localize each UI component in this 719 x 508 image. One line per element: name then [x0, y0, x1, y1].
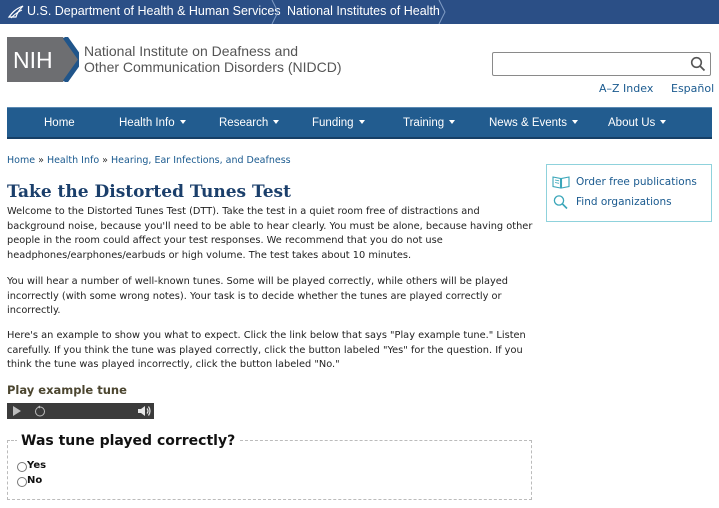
example-instructions-paragraph: Here's an example to show you what to expect. Click the link below that says "Play example tune." Listen carefully. If you think the tune was played correctly, click the button labeled "Yes" for the question. If you think the tune was played incorrectly, click the button labeled "No.": [7, 330, 526, 371]
nav-item-training[interactable]: Training: [403, 117, 455, 129]
hhs-link[interactable]: U.S. Department of Health & Human Services: [27, 4, 281, 18]
nav-item-funding[interactable]: Funding: [312, 117, 365, 129]
breadcrumb-home[interactable]: Home: [7, 155, 36, 166]
breadcrumb-separator: »: [102, 155, 108, 166]
page-title: Take the Distorted Tunes Test: [7, 182, 291, 202]
sidebar-links-box: [546, 164, 712, 222]
breadcrumb: [7, 155, 291, 166]
radio-yes[interactable]: [17, 462, 27, 472]
breadcrumb-current[interactable]: Hearing, Ear Infections, and Deafness: [111, 155, 291, 166]
search-icon[interactable]: [690, 56, 706, 72]
nav-item-research[interactable]: Research: [219, 117, 279, 129]
hhs-top-bar: [0, 0, 719, 24]
chevron-separator-icon: [270, 0, 280, 24]
sidebar-item-label: Order free publications: [576, 176, 697, 188]
nav-item-about-us[interactable]: About Us: [608, 117, 666, 129]
institute-name-line1: National Institute on Deafness and: [84, 43, 299, 59]
caret-down-icon: [572, 120, 578, 124]
sidebar-item-order-publications[interactable]: [552, 174, 710, 192]
nav-item-health-info[interactable]: Health Info: [119, 117, 186, 129]
audio-player: [7, 403, 154, 419]
task-paragraph: You will hear a number of well-known tunes. Some will be played correctly, while others will be played incorrectly (with some wrong notes). Your task is to decide whether the tunes are played correctly or incorrectly.: [7, 276, 509, 317]
main-nav: [7, 107, 712, 139]
caret-down-icon: [449, 120, 455, 124]
question-legend: Was tune played correctly?: [17, 433, 240, 449]
breadcrumb-separator: »: [38, 155, 44, 166]
skip-back-icon[interactable]: [34, 405, 46, 417]
hhs-eagle-icon: [7, 4, 25, 20]
sidebar-item-label: Find organizations: [576, 196, 672, 208]
magnifier-icon: [552, 194, 570, 210]
search-box: [492, 52, 711, 76]
intro-paragraph: Welcome to the Distorted Tunes Test (DTT). Take the test in a quiet room free of distractions and background noise, because you'll need to be able to hear clearly. You must be alone, because having other people in the room could affect your test responses. We recommend that you do not use headphones/earphones/earbuds or high volume. The test takes about 10 minutes.: [7, 206, 533, 262]
radio-yes-label[interactable]: Yes: [27, 460, 47, 471]
institute-name-line2: Other Communication Disorders (NIDCD): [84, 59, 342, 75]
institute-name[interactable]: [84, 43, 342, 75]
play-icon[interactable]: [12, 406, 22, 416]
nav-item-news-events[interactable]: News & Events: [489, 117, 578, 129]
espanol-link[interactable]: Español: [671, 82, 715, 95]
question-fieldset: [7, 440, 532, 500]
nih-link[interactable]: National Institutes of Health: [287, 4, 440, 18]
caret-down-icon: [273, 120, 279, 124]
logo-text: NIH: [13, 47, 53, 73]
radio-no[interactable]: [17, 477, 27, 487]
play-example-heading: Play example tune: [7, 383, 127, 397]
radio-no-label[interactable]: No: [27, 475, 43, 486]
search-input[interactable]: [493, 54, 683, 76]
caret-down-icon: [180, 120, 186, 124]
nih-logo[interactable]: [7, 37, 79, 82]
volume-icon[interactable]: [138, 405, 151, 417]
open-book-icon: [552, 174, 570, 190]
breadcrumb-health-info[interactable]: Health Info: [46, 155, 100, 166]
caret-down-icon: [660, 120, 666, 124]
az-index-link[interactable]: A–Z Index: [599, 82, 654, 95]
chevron-separator-icon: [437, 0, 447, 24]
nav-item-home[interactable]: Home: [44, 117, 75, 129]
fieldset-border: [240, 440, 532, 441]
caret-down-icon: [359, 120, 365, 124]
sidebar-item-find-organizations[interactable]: [552, 194, 710, 212]
